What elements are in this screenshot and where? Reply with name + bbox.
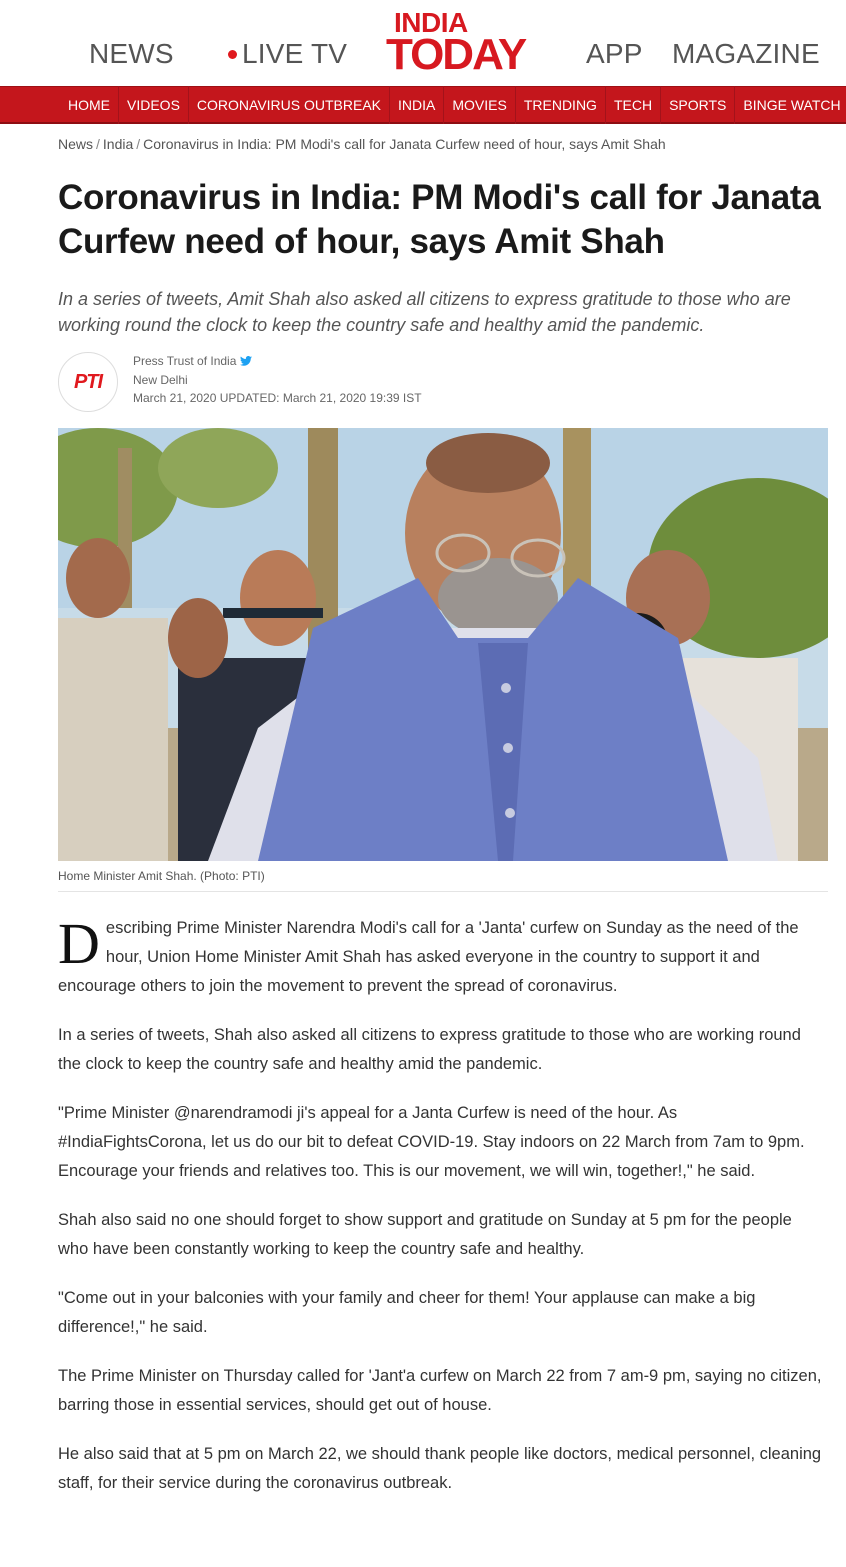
nav-item-videos[interactable]: VIDEOS [119, 86, 189, 124]
nav-item-home[interactable]: HOME [60, 86, 119, 124]
publish-date: March 21, 2020 UPDATED: March 21, 2020 19:39 IST [133, 391, 422, 405]
main-nav [0, 86, 846, 124]
site-header [0, 0, 846, 86]
breadcrumb-india[interactable]: India [102, 136, 134, 152]
article-paragraph: He also said that at 5 pm on March 22, we should thank people like doctors, medical personnel, cleaning staff, for their service during the coronavirus outbreak. [58, 1445, 822, 1492]
logo-line-today: TODAY [386, 30, 526, 79]
header-live-tv-link[interactable] [228, 38, 347, 70]
nav-item-trending[interactable]: TRENDING [516, 86, 606, 124]
article-paragraph: The Prime Minister on Thursday called for 'Jant'a curfew on March 22 from 7 am-9 pm, saying no citizen, barring those in essential services, should get out of house. [58, 1367, 822, 1414]
nav-item-binge-watch[interactable]: BINGE WATCH [743, 96, 841, 113]
nav-item-movies[interactable]: MOVIES [444, 86, 515, 124]
photo-caption: Home Minister Amit Shah. (Photo: PTI) [58, 869, 265, 883]
author-logo-text: PTI [73, 370, 103, 393]
article-paragraph: Shah also said no one should forget to show support and gratitude on Sunday at 5 pm for the people who have been constantly working to keep the country safe and healthy. [58, 1211, 792, 1258]
site-logo[interactable] [386, 6, 536, 79]
caption-divider [58, 891, 828, 892]
logo-line-india: INDIA [394, 7, 468, 38]
nav-item-india[interactable]: INDIA [390, 86, 444, 124]
article-paragraph: In a series of tweets, Shah also asked all citizens to express gratitude to those who are working round the clock to keep the country safe and healthy amid the pandemic. [58, 1026, 801, 1073]
article-body [58, 911, 824, 1518]
page-title: Coronavirus in India: PM Modi's call for Janata Curfew need of hour, says Amit Shah [58, 178, 821, 261]
breadcrumb-separator: / [136, 136, 141, 152]
first-paragraph-text: escribing Prime Minister Narendra Modi's call for a 'Janta' curfew on Sunday as the need of the hour, Union Home Minister Amit Shah has asked everyone in the country to support it and encourage others to join the movement to prevent the spread of coronavirus. [58, 919, 799, 995]
nav-item-coronavirus-outbreak[interactable]: CORONAVIRUS OUTBREAK [189, 86, 390, 124]
header-news-link[interactable]: NEWS [89, 38, 174, 69]
live-dot-icon [228, 50, 237, 59]
header-app-link[interactable]: APP [586, 38, 643, 69]
breadcrumb-separator: / [96, 136, 100, 152]
twitter-icon[interactable] [240, 356, 252, 366]
drop-cap: D [58, 911, 100, 976]
article-summary: In a series of tweets, Amit Shah also asked all citizens to express gratitude to those who are working round the clock to keep the country safe and healthy amid the pandemic. [58, 289, 791, 335]
article-paragraph: "Come out in your balconies with your family and cheer for them! Your applause can make a big difference!," he said. [58, 1289, 756, 1336]
live-tv-label: LIVE TV [242, 38, 348, 69]
lead-photo-illustration [58, 428, 828, 861]
author-name[interactable]: Press Trust of India [133, 354, 237, 368]
article-paragraph: "Prime Minister @narendramodi ji's appeal for a Janta Curfew is need of the hour. As #IndiaFightsCorona, let us do our bit to defeat COVID-19. Stay indoors on 22 March from 7am to 9pm. Encourage your friends and relatives too. This is our movement, we will win, together!," he said. [58, 1104, 805, 1180]
lead-photo [58, 428, 828, 861]
dateline-place: New Delhi [133, 373, 188, 387]
breadcrumb-news[interactable]: News [58, 136, 94, 152]
nav-item-sports[interactable]: SPORTS [661, 86, 735, 124]
nav-item-tech[interactable]: TECH [606, 86, 661, 124]
article-paragraph [58, 911, 824, 1001]
breadcrumb-current: Coronavirus in India: PM Modi's call for Janata Curfew need of hour, says Amit Shah [143, 136, 666, 152]
breadcrumb [58, 136, 666, 152]
author-avatar[interactable] [58, 352, 118, 412]
author-name-row [133, 354, 252, 368]
header-magazine-link[interactable]: MAGAZINE [672, 38, 820, 69]
